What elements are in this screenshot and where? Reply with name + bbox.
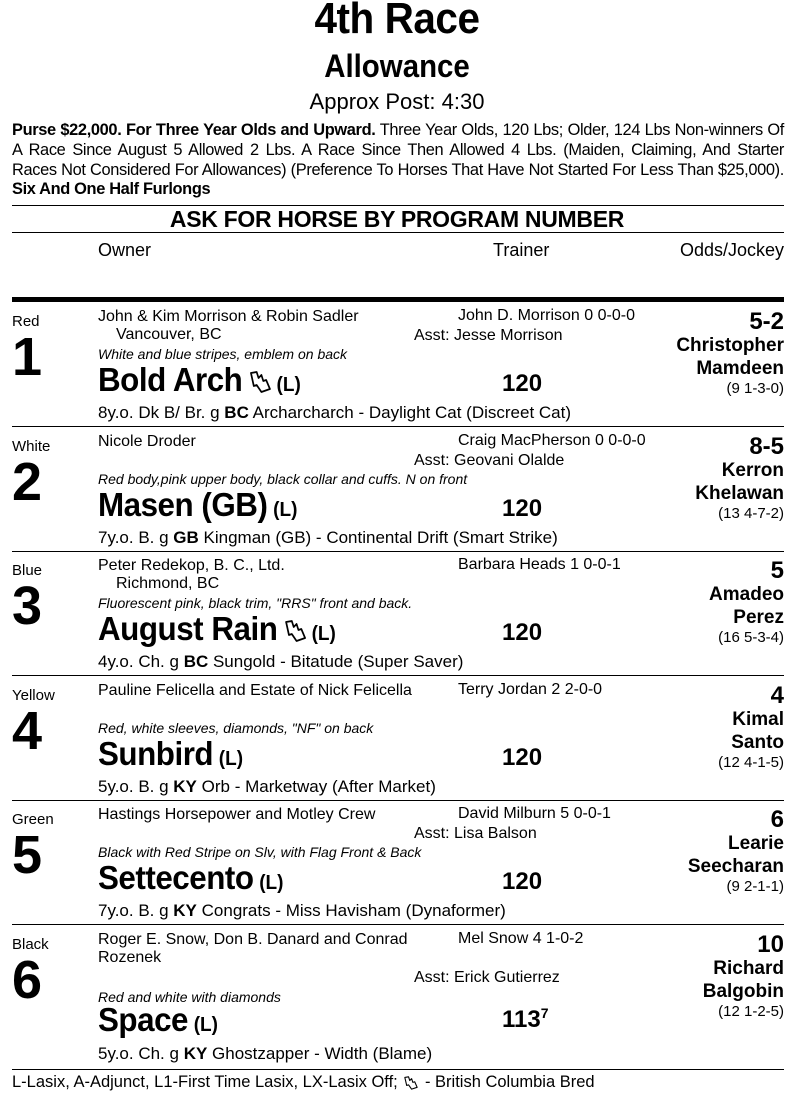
weight-value: 120 bbox=[502, 370, 543, 397]
entry-row bbox=[12, 801, 784, 925]
bc-bred-icon bbox=[248, 369, 273, 395]
legend-footer bbox=[12, 1073, 595, 1092]
weight bbox=[502, 1005, 549, 1034]
silks-description: Red, white sleeves, diamonds, "NF" on back bbox=[98, 719, 374, 736]
jockey-first-name: Kerron bbox=[721, 459, 784, 481]
race-number-title: 4th Race bbox=[314, 0, 480, 43]
legend-text: L-Lasix, A-Adjunct, L1-First Time Lasix, LX-Lasix Off; bbox=[12, 1073, 398, 1091]
weight-value: 120 bbox=[502, 494, 543, 522]
pedigree bbox=[98, 1044, 432, 1064]
jockey-last-name: Balgobin bbox=[702, 980, 784, 1002]
jockey-first-name: Amadeo bbox=[709, 584, 784, 605]
silks-description: Black with Red Stripe on Slv, with Flag Front & Back bbox=[98, 844, 422, 860]
lasix-badge: (L) bbox=[276, 374, 301, 396]
pedigree-age-color: 8y.o. Dk B/ Br. g bbox=[98, 403, 225, 422]
silks-description: White and blue stripes, emblem on back bbox=[98, 346, 348, 362]
horse-name-text: Space bbox=[98, 1000, 188, 1038]
distance-text: Six And One Half Furlongs bbox=[12, 180, 211, 199]
horse-name-text: Bold Arch bbox=[98, 361, 243, 398]
saddle-cloth-color: Green bbox=[12, 811, 54, 828]
purse-text: Purse $22,000. For Three Year Olds and Upward. bbox=[12, 121, 376, 139]
assistant-trainer: Asst: Lisa Balson bbox=[414, 825, 537, 842]
pedigree-breeding: Sungold - Bitatude (Super Saver) bbox=[208, 652, 464, 671]
horse-name bbox=[98, 859, 284, 897]
pedigree-state: KY bbox=[173, 901, 197, 920]
pedigree-age-color: 5y.o. Ch. g bbox=[98, 1043, 184, 1063]
owner-column-header: Owner bbox=[98, 240, 152, 260]
saddle-cloth-color: White bbox=[12, 437, 51, 455]
weight bbox=[502, 494, 542, 523]
morning-line-odds: 5-2 bbox=[749, 308, 784, 335]
race-conditions bbox=[12, 121, 784, 200]
entry-row bbox=[12, 303, 784, 427]
race-type-title: Allowance bbox=[324, 48, 470, 84]
pedigree-state: KY bbox=[183, 1043, 208, 1063]
assistant-trainer: Asst: Geovani Olalde bbox=[414, 451, 565, 469]
saddle-cloth-color: Blue bbox=[12, 562, 43, 579]
weight-value: 120 bbox=[502, 619, 543, 646]
horse-name-text: August Rain bbox=[98, 610, 278, 647]
horse-name bbox=[98, 610, 336, 648]
assistant-trainer: Asst: Jesse Morrison bbox=[414, 327, 563, 344]
horse-name bbox=[98, 486, 297, 524]
trainer-name: David Milburn 5 0-0-1 bbox=[458, 805, 611, 822]
weight bbox=[502, 618, 542, 647]
trainer-name: Mel Snow 4 1-0-2 bbox=[458, 929, 584, 947]
jockey-last-name: Khelawan bbox=[695, 482, 784, 504]
silks-description: Red and white with diamonds bbox=[98, 988, 281, 1005]
lasix-badge: (L) bbox=[273, 498, 298, 521]
bc-legend-text: - British Columbia Bred bbox=[420, 1073, 595, 1091]
pedigree-age-color: 5y.o. B. g bbox=[98, 776, 174, 796]
owner-location: Rozenek bbox=[98, 948, 162, 966]
bc-bred-icon bbox=[283, 618, 308, 644]
trainer-name: Terry Jordan 2 2-0-0 bbox=[458, 680, 603, 698]
pedigree-age-color: 7y.o. B. g bbox=[98, 527, 174, 547]
program-number: 6 bbox=[12, 949, 43, 1010]
owner-name: Peter Redekop, B. C., Ltd. bbox=[98, 557, 285, 574]
weight-allowance: 7 bbox=[540, 1004, 549, 1021]
horse-name-text: Sunbird bbox=[98, 734, 214, 772]
entry-row bbox=[12, 552, 784, 676]
pedigree bbox=[98, 652, 463, 672]
program-number: 5 bbox=[12, 825, 43, 885]
pedigree bbox=[98, 403, 571, 423]
conditions-text: Three Year Olds, 120 Lbs; Older, 124 Lbs Non-winners Of A Race Since August 5 Allowed 2 Lbs. A Race Since Then Allowed 4 Lbs. (Maiden, Claiming, And Starter Races Not Considered For Allowances) (Preference To Horses That Have Not Started For Less Than $25,000). bbox=[12, 121, 784, 179]
entry-row bbox=[12, 677, 784, 801]
pedigree-state: BC bbox=[224, 403, 249, 422]
jockey-record: (9 2-1-1) bbox=[726, 878, 784, 895]
morning-line-odds: 10 bbox=[757, 930, 784, 958]
jockey-record: (13 4-7-2) bbox=[718, 504, 784, 522]
pedigree-breeding: Archarcharch - Daylight Cat (Discreet Cat) bbox=[248, 403, 572, 422]
odds-jockey-column-header: Odds/Jockey bbox=[679, 240, 784, 260]
program-number: 3 bbox=[12, 576, 43, 636]
weight bbox=[502, 867, 542, 896]
jockey-last-name: Santo bbox=[731, 731, 784, 753]
jockey-record: (16 5-3-4) bbox=[718, 629, 784, 646]
pedigree-breeding: Ghostzapper - Width (Blame) bbox=[207, 1043, 433, 1063]
pedigree-breeding: Orb - Marketway (After Market) bbox=[196, 776, 436, 796]
jockey-record: (12 4-1-5) bbox=[718, 753, 784, 771]
morning-line-odds: 5 bbox=[770, 557, 784, 584]
divider bbox=[12, 1069, 784, 1070]
owner-name: Nicole Droder bbox=[98, 432, 196, 450]
pedigree-state: BC bbox=[183, 652, 209, 671]
trainer-name: Craig MacPherson 0 0-0-0 bbox=[458, 431, 646, 449]
program-number: 2 bbox=[12, 451, 43, 512]
thick-divider bbox=[12, 297, 784, 302]
pedigree-age-color: 4y.o. Ch. g bbox=[98, 652, 184, 671]
program-number: 4 bbox=[12, 700, 43, 761]
jockey-first-name: Learie bbox=[728, 833, 784, 854]
owner-location: Richmond, BC bbox=[116, 575, 220, 592]
weight-value: 120 bbox=[502, 743, 543, 771]
lasix-badge: (L) bbox=[311, 623, 336, 645]
owner-name: Roger E. Snow, Don B. Danard and Conrad bbox=[98, 930, 408, 948]
saddle-cloth-color: Black bbox=[12, 935, 49, 953]
pedigree bbox=[98, 528, 558, 548]
morning-line-odds: 8-5 bbox=[749, 432, 784, 460]
post-time: Approx Post: 4:30 bbox=[309, 89, 485, 114]
silks-description: Fluorescent pink, black trim, "RRS" front and back. bbox=[98, 595, 413, 611]
pedigree-breeding: Kingman (GB) - Continental Drift (Smart Strike) bbox=[198, 527, 558, 547]
morning-line-odds: 6 bbox=[770, 806, 784, 833]
pedigree-state: KY bbox=[173, 776, 197, 796]
saddle-cloth-color: Red bbox=[12, 313, 40, 330]
pedigree-age-color: 7y.o. B. g bbox=[98, 901, 174, 920]
weight bbox=[502, 369, 542, 398]
entry-row bbox=[12, 428, 784, 552]
jockey-last-name: Mamdeen bbox=[696, 358, 784, 379]
jockey-last-name: Perez bbox=[733, 607, 784, 628]
jockey-first-name: Kimal bbox=[732, 708, 784, 730]
jockey-record: (9 1-3-0) bbox=[726, 380, 784, 397]
pedigree-state: GB bbox=[173, 527, 199, 547]
pedigree bbox=[98, 777, 436, 797]
program-number: 1 bbox=[12, 327, 43, 387]
horse-name-text: Masen (GB) bbox=[98, 485, 268, 523]
pedigree-breeding: Congrats - Miss Havisham (Dynaformer) bbox=[196, 901, 506, 920]
lasix-badge: (L) bbox=[193, 1013, 218, 1036]
entry-row bbox=[12, 926, 784, 1063]
owner-name: Pauline Felicella and Estate of Nick Felicella bbox=[98, 681, 412, 699]
horse-name bbox=[98, 1001, 218, 1039]
owner-name: Hastings Horsepower and Motley Crew bbox=[98, 806, 376, 823]
jockey-record: (12 1-2-5) bbox=[718, 1002, 784, 1020]
trainer-name: John D. Morrison 0 0-0-0 bbox=[458, 307, 635, 324]
ask-banner: ASK FOR HORSE BY PROGRAM NUMBER bbox=[169, 206, 625, 232]
trainer-name: Barbara Heads 1 0-0-1 bbox=[458, 556, 621, 573]
bc-bred-icon bbox=[402, 1075, 420, 1091]
horse-name-text: Settecento bbox=[98, 859, 254, 896]
weight bbox=[502, 743, 542, 772]
morning-line-odds: 4 bbox=[770, 681, 784, 709]
owner-location: Vancouver, BC bbox=[116, 326, 222, 343]
lasix-badge: (L) bbox=[259, 872, 284, 894]
assistant-trainer: Asst: Erick Gutierrez bbox=[414, 968, 560, 986]
trainer-column-header: Trainer bbox=[493, 240, 550, 260]
weight-value: 113 bbox=[502, 1005, 541, 1033]
lasix-badge: (L) bbox=[218, 747, 244, 770]
jockey-last-name: Seecharan bbox=[687, 856, 784, 877]
saddle-cloth-color: Yellow bbox=[12, 686, 55, 704]
silks-description: Red body,pink upper body, black collar and cuffs. N on front bbox=[98, 470, 468, 487]
jockey-first-name: Christopher bbox=[676, 335, 784, 356]
jockey-first-name: Richard bbox=[713, 957, 784, 979]
divider bbox=[12, 232, 784, 233]
horse-name bbox=[98, 735, 243, 773]
horse-name bbox=[98, 361, 301, 399]
pedigree bbox=[98, 901, 506, 921]
weight-value: 120 bbox=[502, 868, 543, 895]
owner-name: John & Kim Morrison & Robin Sadler bbox=[98, 308, 359, 325]
